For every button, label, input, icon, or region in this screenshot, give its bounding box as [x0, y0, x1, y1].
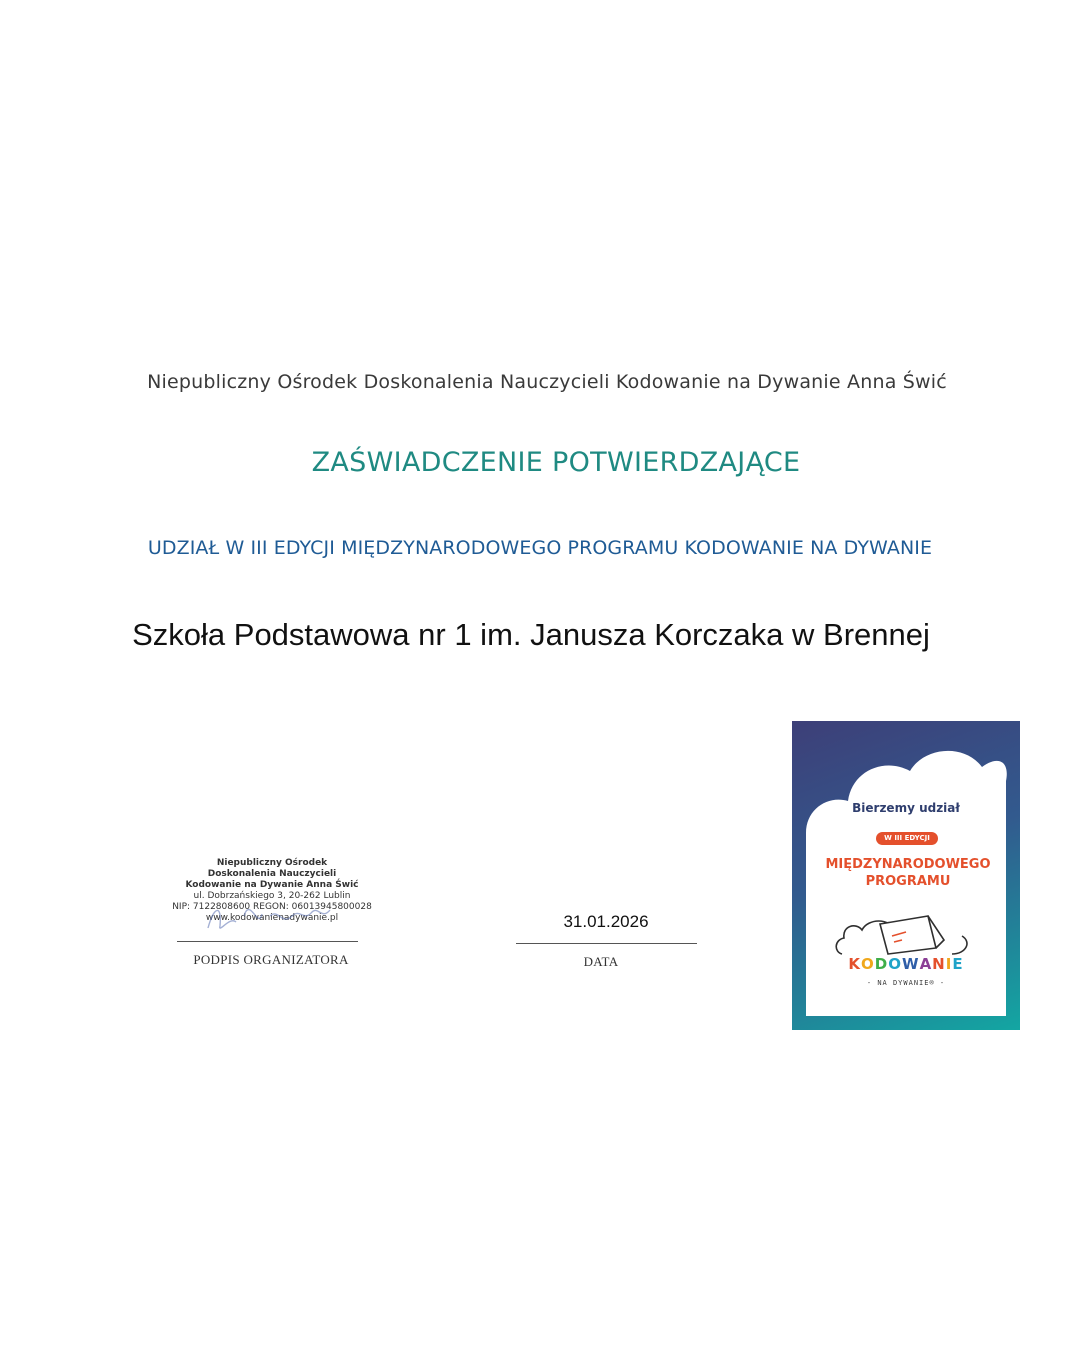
badge-line-2a: MIĘDZYNARODOWEGO	[825, 857, 991, 872]
stamp-line: Kodowanie na Dywanie Anna Świć	[185, 880, 359, 890]
badge-logo-wordmark	[792, 955, 1020, 973]
badge-edition-pill: W III EDYCJI	[876, 832, 938, 845]
signature-line	[177, 941, 358, 942]
handwritten-signature	[200, 886, 340, 936]
date-line	[516, 943, 697, 944]
stamp-line: Doskonalenia Nauczycieli	[207, 869, 337, 879]
logo-letter: N	[932, 955, 946, 973]
logo-letter: I	[945, 955, 953, 973]
logo-letter: E	[952, 955, 964, 973]
stamp-line: NIP: 7122808600 REGON: 06013945800028	[172, 902, 372, 912]
stamp-line: Niepubliczny Ośrodek	[216, 858, 328, 868]
logo-letter: O	[888, 955, 903, 973]
logo-letter: W	[902, 955, 920, 973]
stamp-line: ul. Dobrzańskiego 3, 20-262 Lublin	[193, 891, 351, 901]
logo-letter: A	[919, 955, 933, 973]
certificate-subtitle: UDZIAŁ W III EDYCJI MIĘDZYNARODOWEGO PROGRAMU KODOWANIE NA DYWANIE	[147, 537, 933, 559]
date-value: 31.01.2026	[563, 912, 649, 931]
date-label: DATA	[583, 954, 619, 969]
stamp-line: www.kodowanienadywanie.pl	[205, 913, 339, 923]
program-badge	[792, 721, 1020, 1030]
logo-letter: D	[874, 955, 889, 973]
badge-line-1: Bierzemy udział	[852, 801, 960, 815]
logo-letter: O	[861, 955, 875, 973]
badge-logo-subtitle: - NA DYWANIE® -	[866, 979, 946, 987]
badge-line-2	[792, 856, 1020, 890]
logo-letter: K	[848, 955, 862, 973]
certificate-title: ZAŚWIADCZENIE POTWIERDZAJĄCE	[311, 447, 801, 478]
organization-header: Niepubliczny Ośrodek Doskonalenia Nauczycieli Kodowanie na Dywanie Anna Świć	[147, 371, 947, 393]
badge-line-2b: PROGRAMU	[865, 874, 951, 889]
signature-label: PODPIS ORGANIZATORA	[193, 952, 349, 967]
recipient-name: Szkoła Podstawowa nr 1 im. Janusza Korczaka w Brennej	[132, 617, 930, 652]
